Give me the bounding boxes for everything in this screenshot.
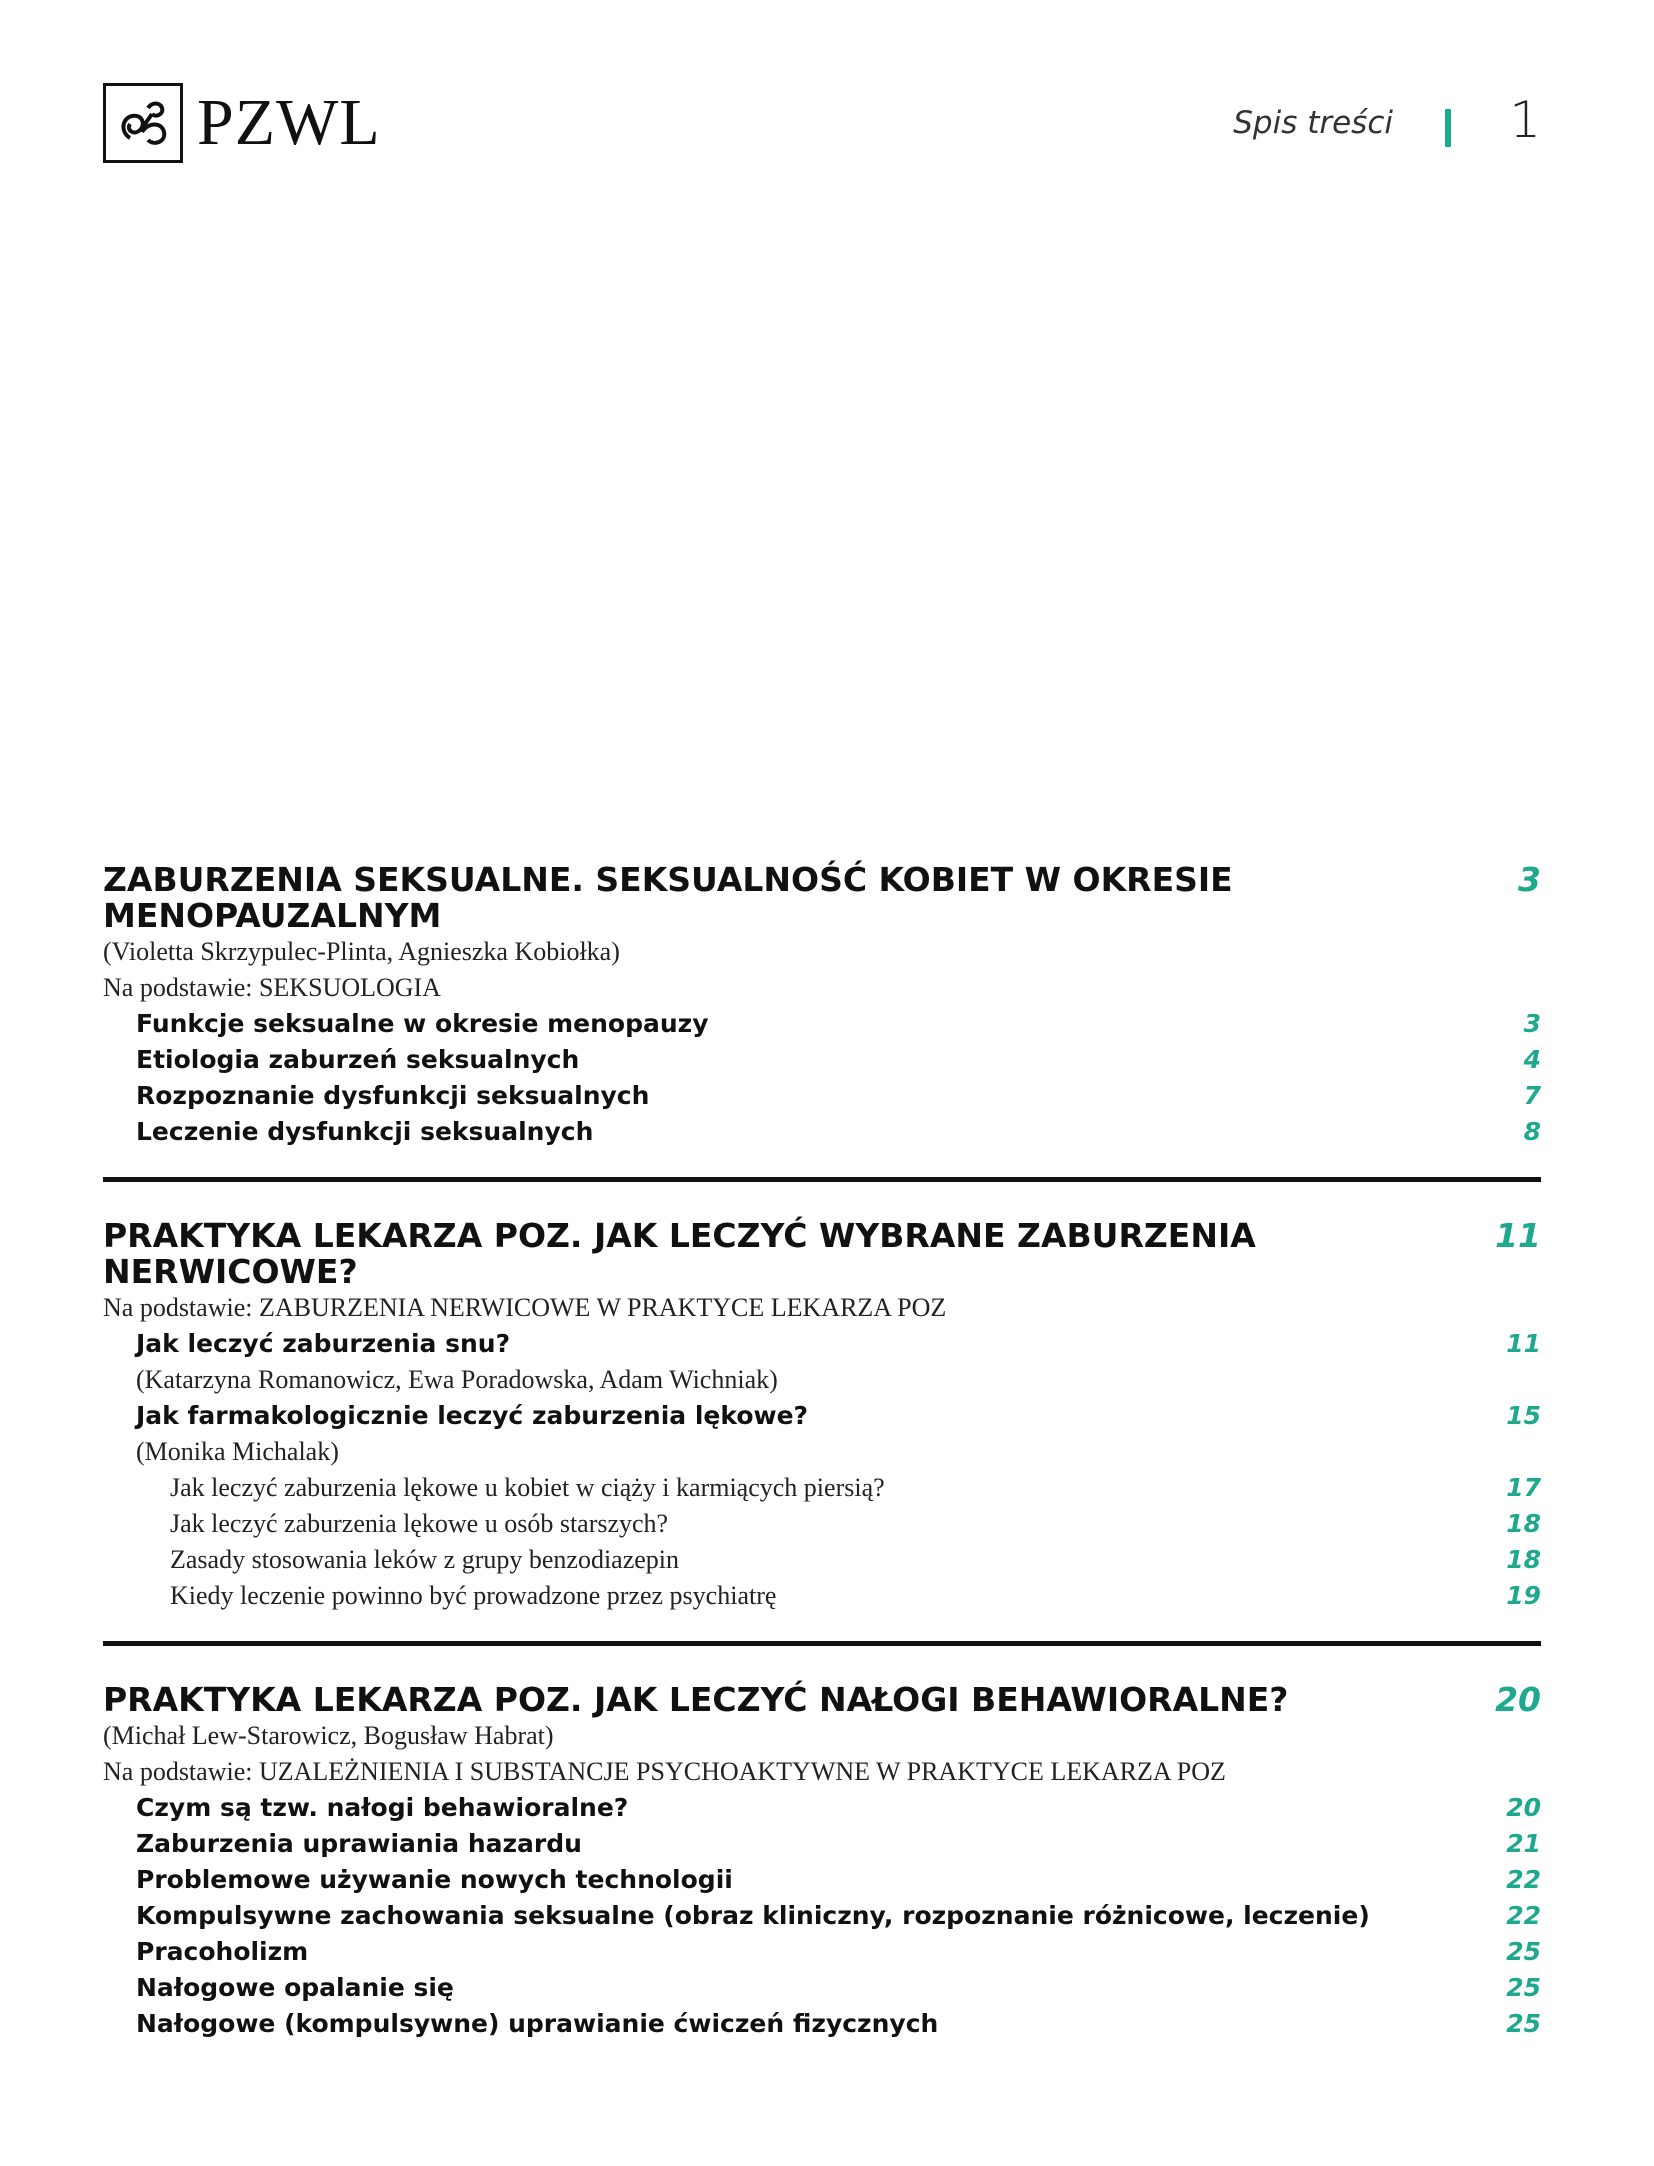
logo-text: PZWL: [197, 86, 381, 159]
toc-entry-page: 21: [1506, 1829, 1541, 1858]
page-header: [103, 83, 1541, 169]
toc-section-1: [103, 862, 1541, 1150]
section-source: Na podstawie: ZABURZENIA NERWICOWE W PRAKTYCE LEKARZA POZ: [103, 1293, 947, 1322]
section-page: 3: [1518, 860, 1541, 899]
toc-entry[interactable]: [103, 1326, 1541, 1362]
toc-entry[interactable]: [103, 1042, 1541, 1078]
toc-entry[interactable]: [103, 1826, 1541, 1862]
publisher-logo: [103, 83, 381, 163]
toc-section-3: [103, 1682, 1541, 2042]
toc-entry-label: Jak leczyć zaburzenia snu?: [136, 1329, 511, 1358]
toc-entry-page: 22: [1506, 1901, 1541, 1930]
section-title: ZABURZENIA SEKSUALNE. SEKSUALNOŚĆ KOBIET W OKRESIE MENOPAUZALNYM: [103, 860, 1233, 935]
toc-subentry[interactable]: [103, 1578, 1541, 1614]
toc-subentry-label: Jak leczyć zaburzenia lękowe u kobiet w ciąży i karmiących piersią?: [170, 1473, 885, 1502]
toc-subentry-page: 18: [1506, 1509, 1541, 1538]
toc-entry[interactable]: [103, 1006, 1541, 1042]
toc-entry-label: Leczenie dysfunkcji seksualnych: [136, 1117, 594, 1146]
page-number: 1: [1509, 91, 1541, 149]
toc-entry[interactable]: [103, 1970, 1541, 2006]
toc-subentry[interactable]: [103, 1470, 1541, 1506]
toc-subentry-page: 17: [1506, 1473, 1541, 1502]
toc-entry-label: Etiologia zaburzeń seksualnych: [136, 1045, 580, 1074]
toc-entry-label: Nałogowe (kompulsywne) uprawianie ćwiczeń fizycznych: [136, 2009, 939, 2038]
toc-entry-label: Zaburzenia uprawiania hazardu: [136, 1829, 582, 1858]
toc-subentry[interactable]: [103, 1506, 1541, 1542]
toc-entry-page: 25: [1506, 1973, 1541, 2002]
section-divider: [103, 1641, 1541, 1646]
toc-section-heading[interactable]: [103, 862, 1541, 934]
section-page: 11: [1495, 1216, 1541, 1255]
toc-section-heading[interactable]: [103, 1682, 1541, 1718]
toc-entry-page: 22: [1506, 1865, 1541, 1894]
toc-entry-label: Czym są tzw. nałogi behawioralne?: [136, 1793, 629, 1822]
toc-entry[interactable]: [103, 1898, 1541, 1934]
section-name: Spis treści: [1233, 105, 1393, 141]
entry-authors: (Monika Michalak): [136, 1437, 339, 1466]
toc-entry-page: 25: [1506, 2009, 1541, 2038]
section-authors: (Michał Lew-Starowicz, Bogusław Habrat): [103, 1721, 554, 1750]
toc-entry-page: 11: [1506, 1329, 1541, 1358]
toc-entry[interactable]: [103, 1398, 1541, 1434]
section-divider: [103, 1177, 1541, 1182]
toc-entry[interactable]: [103, 1790, 1541, 1826]
toc-entry[interactable]: [103, 1078, 1541, 1114]
toc-entry[interactable]: [103, 2006, 1541, 2042]
toc-entry-page: 15: [1506, 1401, 1541, 1430]
toc-entry-label: Nałogowe opalanie się: [136, 1973, 454, 2002]
toc-subentry-page: 19: [1506, 1581, 1541, 1610]
toc-section-2: [103, 1218, 1541, 1614]
toc-entry-page: 3: [1523, 1009, 1541, 1038]
toc-entry-page: 20: [1506, 1793, 1541, 1822]
section-title: PRAKTYKA LEKARZA POZ. JAK LECZYĆ NAŁOGI BEHAWIORALNE?: [103, 1680, 1289, 1719]
section-source: Na podstawie: UZALEŻNIENIA I SUBSTANCJE PSYCHOAKTYWNE W PRAKTYCE LEKARZA POZ: [103, 1757, 1226, 1786]
toc-entry-label: Problemowe używanie nowych technologii: [136, 1865, 733, 1894]
toc-subentry-page: 18: [1506, 1545, 1541, 1574]
toc-entry-label: Funkcje seksualne w okresie menopauzy: [136, 1009, 709, 1038]
entry-authors: (Katarzyna Romanowicz, Ewa Poradowska, Adam Wichniak): [136, 1365, 778, 1394]
toc-entry-page: 8: [1523, 1117, 1541, 1146]
toc-entry-page: 7: [1523, 1081, 1541, 1110]
toc-section-heading[interactable]: [103, 1218, 1541, 1290]
toc-entry-label: Pracoholizm: [136, 1937, 309, 1966]
section-source: Na podstawie: SEKSUOLOGIA: [103, 973, 441, 1002]
section-title: PRAKTYKA LEKARZA POZ. JAK LECZYĆ WYBRANE ZABURZENIA NERWICOWE?: [103, 1216, 1256, 1291]
table-of-contents: [103, 862, 1541, 2042]
toc-entry-page: 25: [1506, 1937, 1541, 1966]
toc-subentry-label: Zasady stosowania leków z grupy benzodiazepin: [170, 1545, 680, 1574]
toc-entry[interactable]: [103, 1862, 1541, 1898]
header-divider: [1445, 109, 1451, 147]
section-authors: (Violetta Skrzypulec-Plinta, Agnieszka Kobiołka): [103, 937, 620, 966]
toc-subentry-label: Kiedy leczenie powinno być prowadzone przez psychiatrę: [170, 1581, 777, 1610]
snake-logo-icon: [103, 83, 183, 163]
toc-subentry-label: Jak leczyć zaburzenia lękowe u osób starszych?: [170, 1509, 669, 1538]
toc-entry-label: Kompulsywne zachowania seksualne (obraz kliniczny, rozpoznanie różnicowe, leczenie): [136, 1901, 1370, 1930]
toc-entry[interactable]: [103, 1114, 1541, 1150]
section-page: 20: [1495, 1680, 1541, 1719]
toc-entry-label: Jak farmakologicznie leczyć zaburzenia lękowe?: [136, 1401, 809, 1430]
toc-entry-label: Rozpoznanie dysfunkcji seksualnych: [136, 1081, 650, 1110]
toc-subentry[interactable]: [103, 1542, 1541, 1578]
toc-entry-page: 4: [1523, 1045, 1541, 1074]
toc-entry[interactable]: [103, 1934, 1541, 1970]
